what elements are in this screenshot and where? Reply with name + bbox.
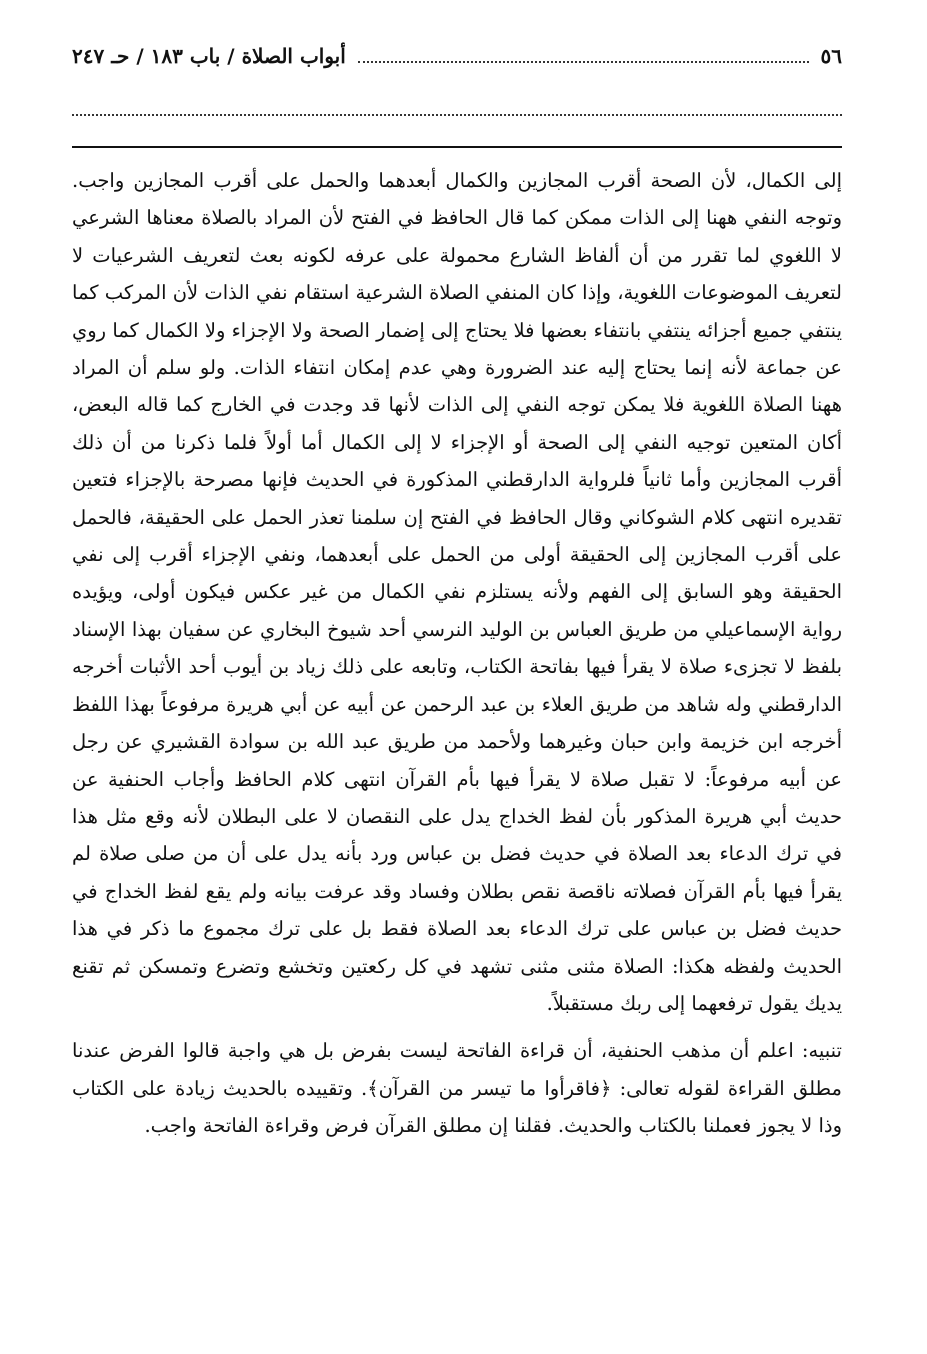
- header-dot-leader: [358, 59, 809, 63]
- page-number: ٥٦: [820, 44, 842, 68]
- running-title: أبواب الصلاة / باب ١٨٣ / حـ ٢٤٧: [72, 44, 346, 68]
- running-header: [72, 44, 842, 84]
- body-paragraph-main: إلى الكمال، لأن الصحة أقرب المجازين والكمال أبعدهما والحمل على أقرب المجازين واجب. وتوجه النفي ههنا إلى الذات ممكن كما قال الحافظ في الفتح لأن المراد بالصلاة معناها الشرعي لا اللغوي لما تقرر من أن ألفاظ الشارع محمولة على عرفه لكونه بعث لتعريف الشرعيات لا لتعريف الموضوعات اللغوية، وإذا كان المنفي الصلاة الشرعية استقام نفي الذات لأن المركب كما ينتفي جميع أجزائه ينتفي بانتفاء بعضها فلا يحتاج إلى إضمار الصحة ولا الإجزاء ولا الكمال كما روي عن جماعة لأنه إنما يحتاج إليه عند الضرورة وهي عدم إمكان انتفاء الذات. ولو سلم أن المراد ههنا الصلاة اللغوية فلا يمكن توجه النفي إلى الذات لأنها قد وجدت في الخارج كما قاله البعض، أكان المتعين توجيه النفي إلى الصحة أو الإجزاء لا إلى الكمال أما أولاً فلما ذكرنا من أن ذلك أقرب المجازين وأما ثانياً فلرواية الدارقطني المذكورة في الحديث فإنها مصرحة بالإجزاء فتعين تقديره انتهى كلام الشوكاني وقال الحافظ في الفتح إن سلمنا تعذر الحمل على الحقيقة، فالحمل على أقرب المجازين إلى الحقيقة أولى من الحمل على أبعدهما، ونفي الإجزاء أقرب إلى نفي الحقيقة وهو السابق إلى الفهم ولأنه يستلزم نفي الكمال من غير عكس فيكون أولى، ويؤيده رواية الإسماعيلي من طريق العباس بن الوليد النرسي أحد شيوخ البخاري عن سفيان بهذا الإسناد بلفظ لا تجزىء صلاة لا يقرأ فيها بفاتحة الكتاب، وتابعه على ذلك زياد بن أيوب أحد الأثبات أخرجه الدارقطني وله شاهد من طريق العلاء بن عبد الرحمن عن أبيه عن أبي هريرة مرفوعاً بهذا اللفظ أخرجه ابن خزيمة وابن حبان وغيرهما ولأحمد من طريق عبد الله بن سوادة القشيري عن رجل عن أبيه مرفوعاً: لا تقبل صلاة لا يقرأ فيها بأم القرآن انتهى كلام الحافظ وأجاب الحنفية عن حديث أبي هريرة المذكور بأن لفظ الخداج يدل على النقصان لا على البطلان لأنه وقع مثل هذا في ترك الدعاء بعد الصلاة في حديث فضل بن عباس ورد بأنه يدل على أن من صلى صلاة لم يقرأ فيها بأم القرآن فصلاته ناقصة نقص بطلان وفساد وقد عرفت بيانه ولم يقع لفظ الخداج في حديث فضل بن عباس على ترك الدعاء بعد الصلاة فقط بل على ترك مجموع ما ذكر في هذا الحديث ولفظه هكذا: الصلاة مثنى مثنى تشهد في كل ركعتين وتخشع وتضرع وتمسكن ثم تقنع يديك يقول ترفعهما إلى ربك مستقبلاً.: [72, 169, 842, 1015]
- book-page: [72, 44, 842, 1145]
- dotted-rule: [72, 112, 842, 116]
- body-paragraph-note: تنبيه: اعلم أن مذهب الحنفية، أن قراءة الفاتحة ليست بفرض بل هي واجبة قالوا الفرض عندنا مطلق القراءة لقوله تعالى: ﴿فاقرأوا ما تيسر من القرآن﴾. وتقييده بالحديث زيادة على الكتاب وذا لا يجوز فعملنا بالكتاب والحديث. فقلنا إن مطلق القرآن فرض وقراءة الفاتحة واجب.: [72, 1039, 842, 1138]
- body-text: [72, 162, 842, 1145]
- header-divider: [72, 146, 842, 148]
